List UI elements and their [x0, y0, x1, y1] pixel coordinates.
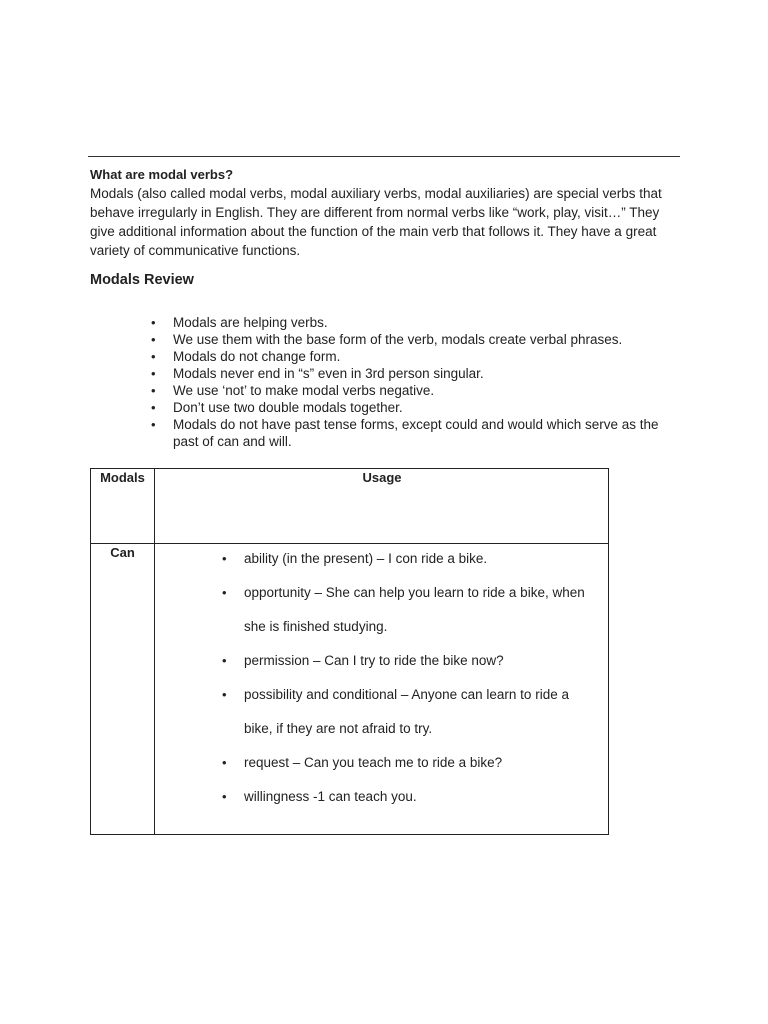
usage-item: • opportunity – She can help you learn to ride a bike, when she is finished studying. [244, 576, 599, 644]
usage-item: • ability (in the present) – I con ride a bike. [244, 542, 599, 576]
usage-item: • request – Can you teach me to ride a bike? [244, 746, 599, 780]
table-header-modals: Modals [100, 470, 145, 485]
usage-item: • possibility and conditional – Anyone can learn to ride a bike, if they are not afraid to try. [244, 678, 599, 746]
header-divider [88, 156, 680, 157]
table-column-divider [154, 469, 155, 834]
usage-item: • willingness -1 can teach you. [244, 780, 599, 814]
review-item: • Modals never end in “s” even in 3rd person singular. [173, 365, 683, 382]
review-list [173, 314, 683, 450]
review-item: • Modals do not have past tense forms, except could and would which serve as the past of can and will. [173, 416, 683, 450]
table-cell-modal-can: Can [110, 545, 135, 560]
review-item: • We use ‘not’ to make modal verbs negative. [173, 382, 683, 399]
section-question: What are modal verbs? [90, 167, 234, 182]
review-heading: Modals Review [90, 272, 194, 288]
usage-item: • permission – Can I try to ride the bike now? [244, 644, 599, 678]
review-item: • Modals do not change form. [173, 348, 683, 365]
table-header-usage: Usage [362, 470, 402, 485]
review-item: • Modals are helping verbs. [173, 314, 683, 331]
intro-paragraph: Modals (also called modal verbs, modal auxiliary verbs, modal auxiliaries) are special verbs that behave irregularly in English. They are different from normal verbs like “work, play, visit…” They give additional information about the function of the main verb that follows it. They have a great variety of communicative functions. [90, 186, 662, 258]
can-usage-list [244, 542, 599, 814]
review-item: • We use them with the base form of the verb, modals create verbal phrases. [173, 331, 683, 348]
review-item: • Don’t use two double modals together. [173, 399, 683, 416]
